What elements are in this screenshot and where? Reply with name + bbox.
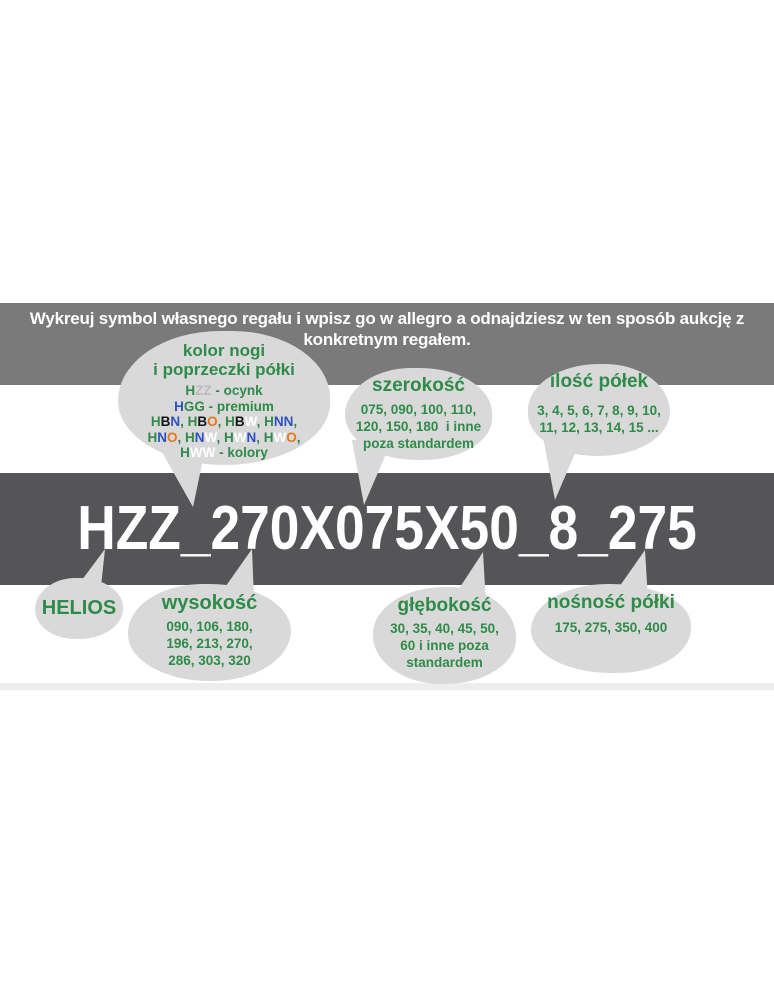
speech-bubble-helios: [35, 578, 123, 639]
headline-line-1: Wykreuj symbol własnego regału i wpisz go w allegro a odnajdziesz w ten sposób aukcję z: [29, 309, 745, 328]
speech-bubble-nosnosc: [531, 584, 691, 673]
glebokosc-line: 60 i inne poza: [400, 638, 489, 653]
kolor-code-line: HGG - premium: [174, 398, 274, 414]
kolor-title-line-2: i poprzeczki półki: [153, 360, 295, 379]
glebokosc-line: 30, 35, 40, 45, 50,: [390, 621, 499, 636]
wysokosc-line: 286, 303, 320: [168, 653, 251, 668]
speech-bubble-wysokosc: [128, 584, 291, 681]
ilosc-line: 3, 4, 5, 6, 7, 8, 9, 10,: [537, 403, 661, 418]
nosnosc-title: nośność półki: [547, 592, 675, 613]
szerokosc-values: [345, 401, 492, 452]
speech-bubble-szerokosc: [345, 368, 492, 460]
nosnosc-line: 175, 275, 350, 400: [554, 620, 668, 635]
nosnosc-values: [531, 619, 691, 636]
kolor-code-line: HBN, HBO, HBW, HNN,: [150, 414, 298, 429]
glebokosc-line: standardem: [406, 655, 483, 670]
szerokosc-line: 075, 090, 100, 110,: [360, 402, 477, 417]
szerokosc-title: szerokość: [372, 375, 465, 396]
szerokosc-line: poza standardem: [362, 436, 475, 451]
kolor-code-line: HWW - kolory: [180, 445, 268, 460]
brand-label: HELIOS: [41, 597, 117, 619]
szerokosc-line: 120, 150, 180 i inne: [355, 419, 482, 434]
product-code-text: HZZ_270X075X50_8_275: [77, 494, 697, 563]
ilosc-values: [528, 402, 670, 436]
headline-text: [0, 308, 774, 350]
wysokosc-line: 196, 213, 270,: [166, 636, 253, 651]
kolor-code-line: HZZ - ocynk: [185, 383, 263, 398]
glebokosc-title: głębokość: [397, 595, 492, 616]
wysokosc-line: 090, 106, 180,: [166, 619, 253, 634]
glebokosc-values: [373, 620, 516, 671]
wysokosc-title: wysokość: [161, 592, 258, 614]
speech-bubble-kolor: [118, 331, 330, 465]
speech-bubble-glebokosc: [373, 587, 516, 684]
kolor-code-list: [118, 383, 330, 461]
kolor-title-line-1: kolor nogi: [182, 341, 266, 360]
ilosc-title: ilość półek: [549, 371, 649, 392]
kolor-code-line: HNO, HNW, HWN, HWO,: [147, 429, 301, 445]
headline-line-2: konkretnym regałem.: [303, 330, 471, 349]
ilosc-line: 11, 12, 13, 14, 15 ...: [539, 420, 659, 435]
speech-bubble-ilosc: [528, 364, 670, 456]
wysokosc-values: [128, 618, 291, 669]
